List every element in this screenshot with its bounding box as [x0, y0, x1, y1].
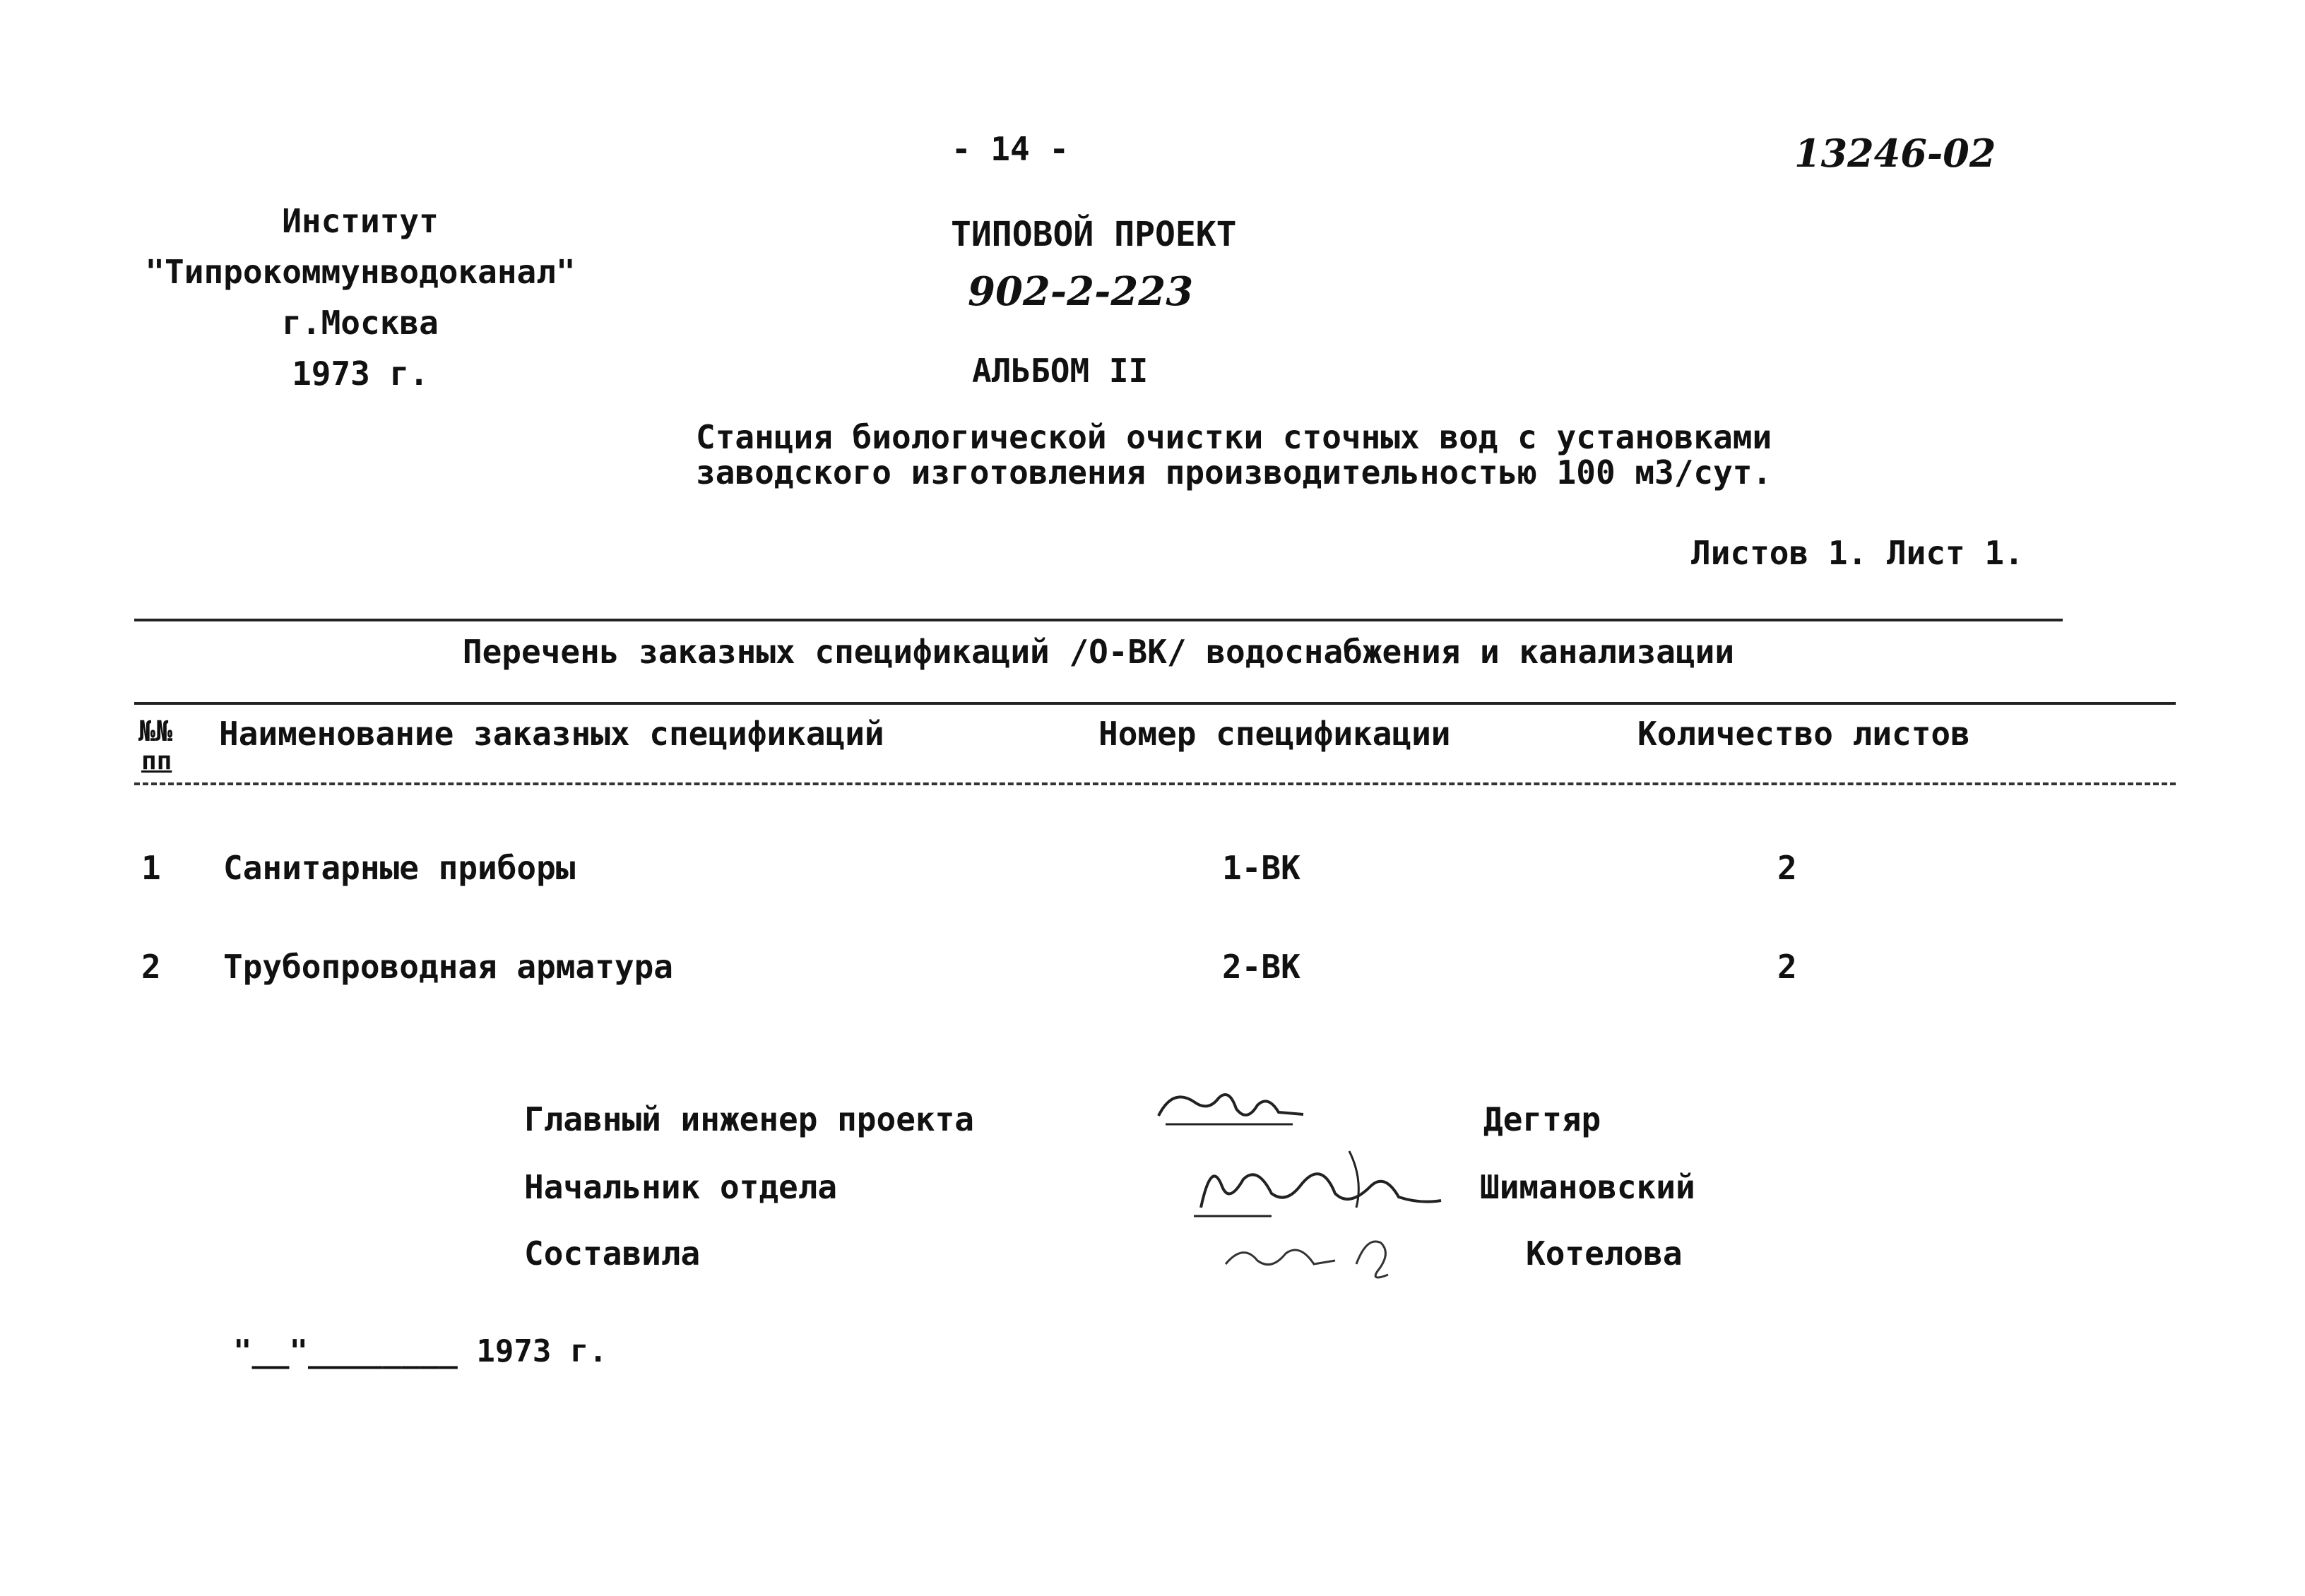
header-count: Количество листов [1637, 715, 1970, 753]
header-num-sub: пп [141, 746, 172, 775]
institute-year: 1973 г. [292, 355, 429, 393]
institute-label: Институт [282, 202, 439, 240]
project-type: ТИПОВОЙ ПРОЕКТ [951, 215, 1237, 254]
signature-role: Составила [524, 1234, 701, 1273]
row-name: Трубопроводная арматура [223, 948, 673, 986]
institute-name: "Типрокоммунводоканал" [145, 253, 576, 291]
row-count: 2 [1777, 948, 1797, 986]
header-name: Наименование заказных спецификаций [219, 715, 884, 753]
signature-role: Главный инженер проекта [524, 1100, 974, 1138]
row-count: 2 [1777, 849, 1797, 887]
project-number: 902-2-223 [968, 268, 1194, 315]
album-label: АЛЬБОМ II [972, 352, 1149, 390]
row-num: 1 [141, 849, 161, 887]
archive-number: 13246-02 [1794, 131, 1996, 176]
subject-line-1: Станция биологической очистки сточных вод с установками [696, 418, 1772, 456]
sheets-count: Листов 1. Лист 1. [1691, 534, 2024, 572]
subject-line-2: заводского изготовления производительностью 100 м3/сут. [696, 453, 1772, 492]
row-spec: 1-ВК [1222, 849, 1300, 887]
row-num: 2 [141, 948, 161, 986]
page-number: - 14 - [951, 130, 1069, 168]
signature-scribble [1187, 1137, 1469, 1229]
table-caption: Перечень заказных спецификаций /О-ВК/ водоснабжения и канализации [462, 633, 1735, 671]
header-spec: Номер спецификации [1098, 715, 1451, 753]
table-header-top-rule [134, 702, 2176, 705]
signature-name: Котелова [1526, 1234, 1683, 1273]
signature-name: Шимановский [1480, 1168, 1695, 1206]
row-name: Санитарные приборы [223, 849, 576, 887]
institute-city: г.Москва [282, 304, 439, 342]
table-top-rule [134, 619, 2063, 621]
date-line: "__"________ 1973 г. [233, 1333, 608, 1369]
table-header-bottom-rule [134, 782, 2176, 785]
signature-role: Начальник отдела [524, 1168, 838, 1206]
signature-name: Дегтяр [1483, 1100, 1601, 1138]
header-num: №№ [138, 715, 173, 748]
signature-scribble [1151, 1080, 1314, 1137]
signature-scribble [1215, 1222, 1441, 1285]
row-spec: 2-ВК [1222, 948, 1300, 986]
